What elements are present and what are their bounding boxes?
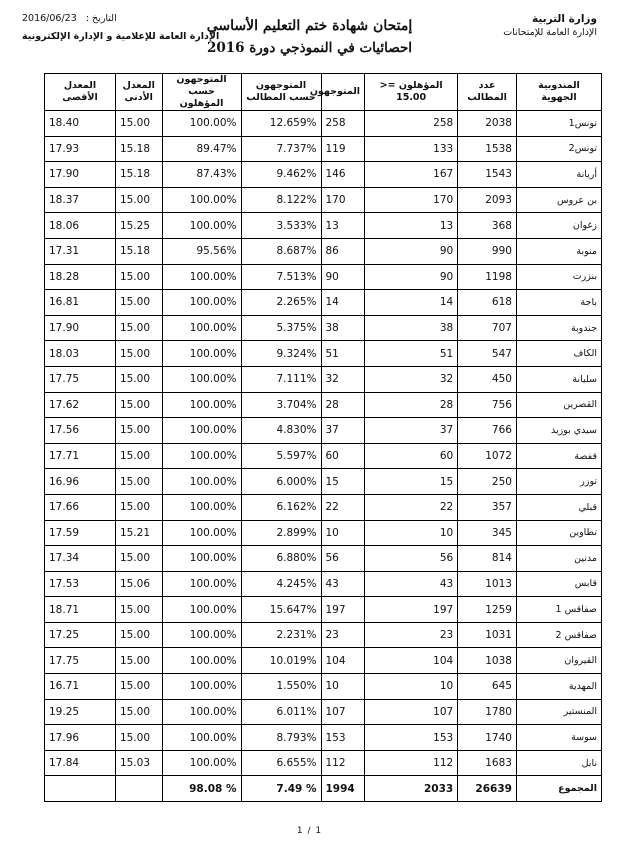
cell-pct-requests: 9.324%	[241, 341, 321, 367]
cell-min: 15.00	[115, 546, 162, 572]
table-row	[45, 111, 602, 137]
table-row	[45, 674, 602, 700]
cell-pct-qualified: 100.00%	[162, 674, 241, 700]
cell-qualified: 197	[365, 597, 458, 623]
table-row	[45, 187, 602, 213]
cell-region: بن عروس	[516, 187, 601, 213]
cell-pct-qualified: 100.00%	[162, 213, 241, 239]
cell-pct-requests: 3.704%	[241, 392, 321, 418]
cell-pct-qualified: 100.00%	[162, 392, 241, 418]
cell-region: نابل	[516, 750, 601, 776]
table-row	[45, 418, 602, 444]
cell-qualified: 32	[365, 366, 458, 392]
cell-min: 15.00	[115, 418, 162, 444]
cell-region: المهدية	[516, 674, 601, 700]
cell-max: 17.90	[45, 162, 116, 188]
cell-pct-requests: 2.265%	[241, 290, 321, 316]
cell-requests: 618	[458, 290, 517, 316]
table-row	[45, 290, 602, 316]
cell-requests: 1259	[458, 597, 517, 623]
cell-admitted: 43	[321, 571, 365, 597]
cell-max: 16.71	[45, 674, 116, 700]
cell-requests: 368	[458, 213, 517, 239]
cell-min: 15.18	[115, 136, 162, 162]
cell-pct-qualified: 100.00%	[162, 443, 241, 469]
cell-qualified: 90	[365, 238, 458, 264]
cell-admitted: 107	[321, 699, 365, 725]
cell-min: 15.00	[115, 341, 162, 367]
cell-pct-qualified: 87.43%	[162, 162, 241, 188]
cell-admitted: 10	[321, 520, 365, 546]
cell-min: 15.00	[115, 725, 162, 751]
cell-max: 17.90	[45, 315, 116, 341]
cell-admitted: 197	[321, 597, 365, 623]
cell-max: 17.93	[45, 136, 116, 162]
cell-pct-qualified: 100.00%	[162, 418, 241, 444]
cell-region: باجة	[516, 290, 601, 316]
cell-requests: 2093	[458, 187, 517, 213]
cell-requests: 990	[458, 238, 517, 264]
cell-pct-qualified: 100.00%	[162, 494, 241, 520]
cell-pct-requests: 6.880%	[241, 546, 321, 572]
cell-pct-requests: 1.550%	[241, 674, 321, 700]
cell-min: 15.00	[115, 315, 162, 341]
cell-requests: 1683	[458, 750, 517, 776]
cell-min: 15.21	[115, 520, 162, 546]
cell-admitted: 104	[321, 648, 365, 674]
cell-admitted: 146	[321, 162, 365, 188]
col-qualified: المؤهلون =< 15.00	[365, 74, 458, 111]
cell-min: 15.00	[115, 648, 162, 674]
table-row	[45, 264, 602, 290]
table-row	[45, 494, 602, 520]
cell-pct-qualified: 100.00%	[162, 571, 241, 597]
cell-region: صفاقس 2	[516, 622, 601, 648]
cell-region: منوبة	[516, 238, 601, 264]
total-row	[45, 776, 602, 802]
cell-pct-qualified: 100.00%	[162, 750, 241, 776]
cell-max: 17.62	[45, 392, 116, 418]
cell-region: تونس1	[516, 111, 601, 137]
cell-pct-requests: 6.162%	[241, 494, 321, 520]
cell-pct-qualified: 100.00%	[162, 366, 241, 392]
cell-requests: 1072	[458, 443, 517, 469]
col-pct-requests: المتوجهون حسب المطالب	[241, 74, 321, 111]
cell-pct-qualified: 100.00%	[162, 111, 241, 137]
cell-pct-qualified: 100.00%	[162, 520, 241, 546]
cell-qualified: 10	[365, 674, 458, 700]
cell-region: جندوبة	[516, 315, 601, 341]
col-region: المندوبية الجهوية	[516, 74, 601, 111]
cell-min: 15.00	[115, 699, 162, 725]
cell-max: 17.25	[45, 622, 116, 648]
cell-pct-requests: 7.513%	[241, 264, 321, 290]
cell-requests: 766	[458, 418, 517, 444]
cell-requests: 1538	[458, 136, 517, 162]
cell-pct-qualified: 100.00%	[162, 648, 241, 674]
table-row	[45, 443, 602, 469]
cell-max: 18.71	[45, 597, 116, 623]
table-row	[45, 597, 602, 623]
col-requests: عدد المطالب	[458, 74, 517, 111]
cell-requests: 756	[458, 392, 517, 418]
cell-pct-qualified: 98.08 %	[162, 776, 241, 802]
cell-pct-qualified: 100.00%	[162, 546, 241, 572]
cell-admitted: 119	[321, 136, 365, 162]
cell-pct-requests: 4.830%	[241, 418, 321, 444]
cell-region: سيدي بوزيد	[516, 418, 601, 444]
department-name: الإدارة العامة للإعلامية و الإدارة الإلكترونية	[22, 31, 220, 42]
cell-admitted: 153	[321, 725, 365, 751]
cell-qualified: 153	[365, 725, 458, 751]
cell-requests: 1198	[458, 264, 517, 290]
cell-admitted: 22	[321, 494, 365, 520]
cell-region: تونس2	[516, 136, 601, 162]
cell-admitted: 13	[321, 213, 365, 239]
page-subtitle: احصائيات في النموذجي دورة 2016	[206, 40, 413, 56]
cell-min	[115, 776, 162, 802]
cell-pct-requests: 6.011%	[241, 699, 321, 725]
cell-min: 15.00	[115, 392, 162, 418]
col-pct-qualified: المتوجهون حسب المؤهلون	[162, 74, 241, 111]
table-row	[45, 520, 602, 546]
cell-pct-requests: 7.737%	[241, 136, 321, 162]
cell-requests: 1031	[458, 622, 517, 648]
cell-qualified: 14	[365, 290, 458, 316]
cell-admitted: 258	[321, 111, 365, 137]
cell-max: 18.40	[45, 111, 116, 137]
cell-qualified: 107	[365, 699, 458, 725]
cell-admitted: 28	[321, 392, 365, 418]
cell-qualified: 258	[365, 111, 458, 137]
cell-min: 15.06	[115, 571, 162, 597]
cell-max: 17.31	[45, 238, 116, 264]
cell-pct-qualified: 100.00%	[162, 264, 241, 290]
table-row	[45, 725, 602, 751]
cell-region: بنزرت	[516, 264, 601, 290]
page-title: إمتحان شهادة ختم التعليم الأساسي	[206, 18, 413, 34]
cell-max: 18.06	[45, 213, 116, 239]
cell-max: 18.28	[45, 264, 116, 290]
table-row	[45, 699, 602, 725]
cell-max: 17.84	[45, 750, 116, 776]
cell-max: 17.96	[45, 725, 116, 751]
cell-admitted: 23	[321, 622, 365, 648]
cell-admitted: 38	[321, 315, 365, 341]
cell-min: 15.00	[115, 494, 162, 520]
cell-min: 15.00	[115, 264, 162, 290]
cell-qualified: 167	[365, 162, 458, 188]
cell-region: المجموع	[516, 776, 601, 802]
cell-qualified: 10	[365, 520, 458, 546]
cell-region: زغوان	[516, 213, 601, 239]
exams-directorate: الإدارة العامة للإمتحانات	[503, 27, 597, 38]
cell-admitted: 1994	[321, 776, 365, 802]
cell-requests: 250	[458, 469, 517, 495]
cell-region: القيروان	[516, 648, 601, 674]
cell-min: 15.25	[115, 213, 162, 239]
cell-max: 16.96	[45, 469, 116, 495]
cell-min: 15.00	[115, 622, 162, 648]
cell-region: قفصة	[516, 443, 601, 469]
cell-region: المنستير	[516, 699, 601, 725]
cell-requests: 707	[458, 315, 517, 341]
cell-max: 17.75	[45, 366, 116, 392]
cell-qualified: 43	[365, 571, 458, 597]
cell-pct-qualified: 100.00%	[162, 341, 241, 367]
cell-max: 17.53	[45, 571, 116, 597]
cell-region: القصرين	[516, 392, 601, 418]
cell-requests: 1038	[458, 648, 517, 674]
cell-admitted: 15	[321, 469, 365, 495]
cell-admitted: 51	[321, 341, 365, 367]
cell-max: 17.75	[45, 648, 116, 674]
cell-qualified: 15	[365, 469, 458, 495]
cell-region: سوسة	[516, 725, 601, 751]
cell-pct-qualified: 100.00%	[162, 315, 241, 341]
cell-qualified: 112	[365, 750, 458, 776]
cell-qualified: 22	[365, 494, 458, 520]
cell-requests: 345	[458, 520, 517, 546]
cell-qualified: 51	[365, 341, 458, 367]
cell-admitted: 112	[321, 750, 365, 776]
cell-pct-requests: 7.111%	[241, 366, 321, 392]
cell-qualified: 28	[365, 392, 458, 418]
table-header-row	[45, 74, 602, 111]
cell-admitted: 10	[321, 674, 365, 700]
cell-requests: 1013	[458, 571, 517, 597]
cell-requests: 450	[458, 366, 517, 392]
cell-min: 15.00	[115, 290, 162, 316]
cell-pct-requests: 4.245%	[241, 571, 321, 597]
cell-pct-qualified: 100.00%	[162, 290, 241, 316]
cell-qualified: 133	[365, 136, 458, 162]
cell-pct-requests: 8.793%	[241, 725, 321, 751]
cell-min: 15.18	[115, 238, 162, 264]
cell-pct-requests: 6.655%	[241, 750, 321, 776]
cell-min: 15.00	[115, 469, 162, 495]
cell-pct-qualified: 100.00%	[162, 469, 241, 495]
cell-max: 17.59	[45, 520, 116, 546]
cell-region: سليانة	[516, 366, 601, 392]
cell-max: 16.81	[45, 290, 116, 316]
cell-max: 18.37	[45, 187, 116, 213]
cell-requests: 547	[458, 341, 517, 367]
cell-region: قبلي	[516, 494, 601, 520]
date-value: 2016/06/23	[22, 13, 77, 24]
cell-pct-requests: 5.375%	[241, 315, 321, 341]
col-min: المعدل الأدنى	[115, 74, 162, 111]
cell-max: 18.03	[45, 341, 116, 367]
cell-max: 19.25	[45, 699, 116, 725]
cell-pct-qualified: 89.47%	[162, 136, 241, 162]
cell-qualified: 90	[365, 264, 458, 290]
cell-pct-qualified: 100.00%	[162, 699, 241, 725]
cell-pct-requests: 6.000%	[241, 469, 321, 495]
cell-region: أريانة	[516, 162, 601, 188]
cell-min: 15.03	[115, 750, 162, 776]
cell-requests: 26639	[458, 776, 517, 802]
cell-max	[45, 776, 116, 802]
col-max: المعدل الأقصى	[45, 74, 116, 111]
cell-pct-requests: 10.019%	[241, 648, 321, 674]
cell-requests: 1740	[458, 725, 517, 751]
cell-region: قابس	[516, 571, 601, 597]
cell-min: 15.00	[115, 597, 162, 623]
cell-pct-requests: 7.49 %	[241, 776, 321, 802]
cell-pct-qualified: 100.00%	[162, 725, 241, 751]
table-row	[45, 213, 602, 239]
cell-max: 17.56	[45, 418, 116, 444]
cell-pct-requests: 3.533%	[241, 213, 321, 239]
cell-qualified: 13	[365, 213, 458, 239]
cell-region: توزر	[516, 469, 601, 495]
cell-pct-requests: 5.597%	[241, 443, 321, 469]
page-number: 1 / 1	[296, 826, 323, 836]
cell-pct-requests: 9.462%	[241, 162, 321, 188]
cell-requests: 2038	[458, 111, 517, 137]
cell-min: 15.00	[115, 674, 162, 700]
cell-max: 17.66	[45, 494, 116, 520]
table-row	[45, 750, 602, 776]
cell-admitted: 90	[321, 264, 365, 290]
cell-admitted: 60	[321, 443, 365, 469]
statistics-table	[44, 73, 602, 802]
cell-qualified: 170	[365, 187, 458, 213]
cell-max: 17.34	[45, 546, 116, 572]
table-row	[45, 622, 602, 648]
cell-region: الكاف	[516, 341, 601, 367]
cell-admitted: 37	[321, 418, 365, 444]
cell-qualified: 60	[365, 443, 458, 469]
table-row	[45, 341, 602, 367]
cell-pct-qualified: 100.00%	[162, 597, 241, 623]
col-admitted: المتوجهون	[321, 74, 365, 111]
date-label: التاريخ :	[85, 13, 117, 24]
cell-pct-qualified: 95.56%	[162, 238, 241, 264]
cell-qualified: 37	[365, 418, 458, 444]
cell-pct-qualified: 100.00%	[162, 622, 241, 648]
cell-min: 15.00	[115, 111, 162, 137]
cell-min: 15.00	[115, 366, 162, 392]
table-row	[45, 238, 602, 264]
cell-region: تطاوين	[516, 520, 601, 546]
cell-requests: 1543	[458, 162, 517, 188]
table-row	[45, 648, 602, 674]
table-row	[45, 392, 602, 418]
table-row	[45, 315, 602, 341]
cell-pct-requests: 2.231%	[241, 622, 321, 648]
cell-pct-requests: 8.687%	[241, 238, 321, 264]
cell-qualified: 104	[365, 648, 458, 674]
cell-region: مدنين	[516, 546, 601, 572]
cell-qualified: 23	[365, 622, 458, 648]
table-row	[45, 571, 602, 597]
table-row	[45, 546, 602, 572]
cell-qualified: 38	[365, 315, 458, 341]
table-row	[45, 136, 602, 162]
cell-admitted: 56	[321, 546, 365, 572]
ministry-name: وزارة التربية	[531, 13, 597, 25]
cell-requests: 645	[458, 674, 517, 700]
table-body	[45, 111, 602, 802]
cell-requests: 357	[458, 494, 517, 520]
cell-pct-requests: 2.899%	[241, 520, 321, 546]
page-title-block	[0, 18, 619, 56]
cell-min: 15.00	[115, 443, 162, 469]
cell-pct-requests: 15.647%	[241, 597, 321, 623]
cell-requests: 1780	[458, 699, 517, 725]
cell-qualified: 2033	[365, 776, 458, 802]
table-row	[45, 366, 602, 392]
cell-region: صفاقس 1	[516, 597, 601, 623]
cell-admitted: 86	[321, 238, 365, 264]
cell-pct-requests: 12.659%	[241, 111, 321, 137]
table-row	[45, 162, 602, 188]
cell-max: 17.71	[45, 443, 116, 469]
cell-admitted: 32	[321, 366, 365, 392]
cell-pct-qualified: 100.00%	[162, 187, 241, 213]
cell-min: 15.00	[115, 187, 162, 213]
table-row	[45, 469, 602, 495]
cell-admitted: 14	[321, 290, 365, 316]
cell-admitted: 170	[321, 187, 365, 213]
cell-min: 15.18	[115, 162, 162, 188]
cell-qualified: 56	[365, 546, 458, 572]
cell-requests: 814	[458, 546, 517, 572]
cell-pct-requests: 8.122%	[241, 187, 321, 213]
